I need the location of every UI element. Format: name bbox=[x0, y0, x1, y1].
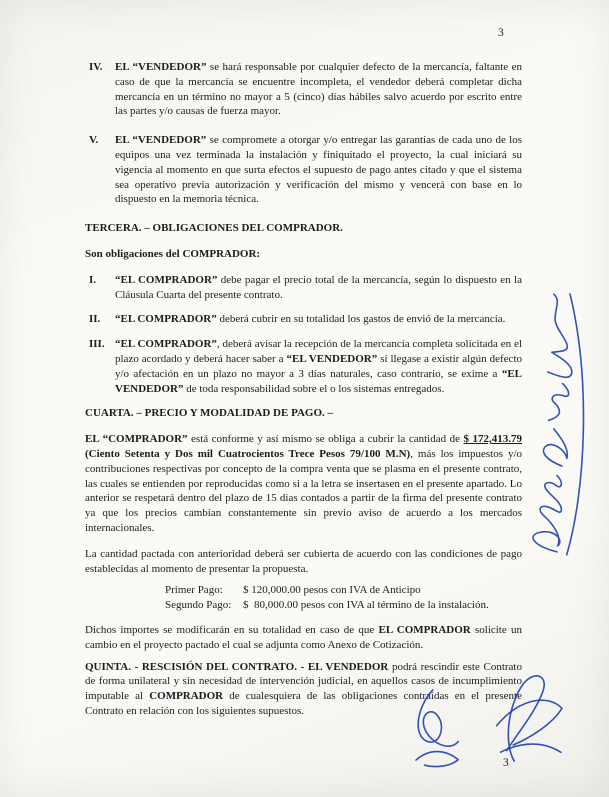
item-marker-iv: IV. bbox=[89, 61, 103, 73]
payment-schedule bbox=[165, 583, 522, 613]
obligations-intro: Son obligaciones del COMPRADOR: bbox=[85, 247, 261, 260]
clause-item-i bbox=[85, 273, 522, 303]
section-heading-cuarta: CUARTA. – PRECIO Y MODALIDAD DE PAGO. – bbox=[85, 407, 334, 420]
paragraph-price: EL “COMPRADOR” está conforme y así mismo se obliga a cubrir la cantidad de $ 172,413.79 (Ciento Setenta y Dos mil Cuatrocientos Trece Pesos 79/100 M.N), más los impuestos y/o contribuciones respectivas por concepto de la compra venta que se plasma en el presente contrato, las cuales se entienden por reproducidas como si a la letra se insertasen en el presente apartado. Lo anterior se respetará dentro del plazo de 15 días contados a partir de la firma del presente contrato ya que los precios cambian constantemente sin previo aviso de acuerdo a los mercados internacionales. bbox=[85, 433, 522, 534]
item-text-ii: “EL COMPRADOR” deberá cubrir en su totalidad los gastos de envió de la mercancía. bbox=[115, 313, 506, 326]
payment-value-first: $ 120,000.00 pesos con IVA de Anticipo bbox=[243, 584, 421, 597]
clause-item-iv bbox=[85, 60, 522, 119]
item-marker-iii: III. bbox=[89, 338, 105, 351]
signature-vertical-icon bbox=[509, 284, 607, 560]
item-marker-v: V. bbox=[89, 134, 99, 147]
contract-body bbox=[85, 60, 522, 730]
signature-vertical bbox=[509, 284, 609, 560]
item-text-iii: “EL COMPRADOR”, deberá avisar la recepción de la mercancía completa solicitada en el plazo acordado y deberá hacer saber a “EL VENDEDOR” si llegase a existir algún defecto y/o afectación en un plazo no mayor a 3 días naturales, caso contrario, se exime a “EL VENDEDOR” de toda responsabilidad sobre el o los sistemas entregados. bbox=[115, 338, 522, 395]
paragraph-payment-conditions: La cantidad pactada con anterioridad deberá ser cubierta de acuerdo con las condiciones de pago establecidas al momento de presentar la propuesta. bbox=[85, 547, 522, 575]
clause-item-ii bbox=[85, 312, 522, 327]
section-heading-tercera: TERCERA. – OBLIGACIONES DEL COMPRADOR. bbox=[85, 222, 343, 235]
item-text-i: “EL COMPRADOR” debe pagar el precio total de la mercancía, según lo dispuesto en la Cláusula Cuarta del presente contrato. bbox=[115, 273, 522, 301]
item-text-iv: EL “VENDEDOR” se hará responsable por cualquier defecto de la mercancía, faltante en caso de que la mercancía se encuentre incompleta, el vendedor deberá completar dicha mercancía en un término no mayor a 5 (cinco) días hábiles salvo acuerdo por escrito entre las partes y/o causas de fuerza mayor. bbox=[115, 61, 522, 118]
payment-value-second: $ 80,000.00 pesos con IVA al término de la instalación. bbox=[243, 599, 489, 612]
payment-label-first: Primer Pago: bbox=[165, 584, 223, 597]
payment-row-second bbox=[165, 598, 522, 613]
item-text-v: EL “VENDEDOR” se compromete a otorgar y/o entregar las garantías de cada uno de los equipos una vez terminada la instalación y finiquitado el proyecto, la cual iniciará su vigencia al momento en que surta efectos el supuesto de pago antes citado y que el sistema sea operativo previa autorización y verificación del mismo y vencerá con base en lo dispuesto en la memoria técnica. bbox=[115, 134, 522, 206]
item-marker-i: I. bbox=[89, 273, 97, 286]
item-marker-ii: II. bbox=[89, 313, 101, 326]
paragraph-amount-changes: Dichos importes se modificarán en su totalidad en caso de que EL COMPRADOR solicite un cambio en el proyecto pactado el cual se adjunta como Anexo de Cotización. bbox=[85, 623, 522, 651]
page-number-bottom: 3 bbox=[503, 757, 509, 769]
clause-item-iii bbox=[85, 337, 522, 396]
clause-item-v bbox=[85, 133, 522, 207]
payment-label-second: Segundo Pago: bbox=[165, 599, 232, 612]
page-number-top: 3 bbox=[498, 27, 504, 39]
payment-row-first bbox=[165, 583, 522, 598]
paragraph-quinta: QUINTA. - RESCISIÓN DEL CONTRATO. - EL VENDEDOR podrá rescindir este Contrato de forma unilateral y sin necesidad de intervención judicial, en aquellos casos de incumplimiento imputable al COMPRADOR de cualesquiera de las obligaciones contraídas en el presente Contrato en relación con los siguientes supuestos. bbox=[85, 660, 522, 717]
